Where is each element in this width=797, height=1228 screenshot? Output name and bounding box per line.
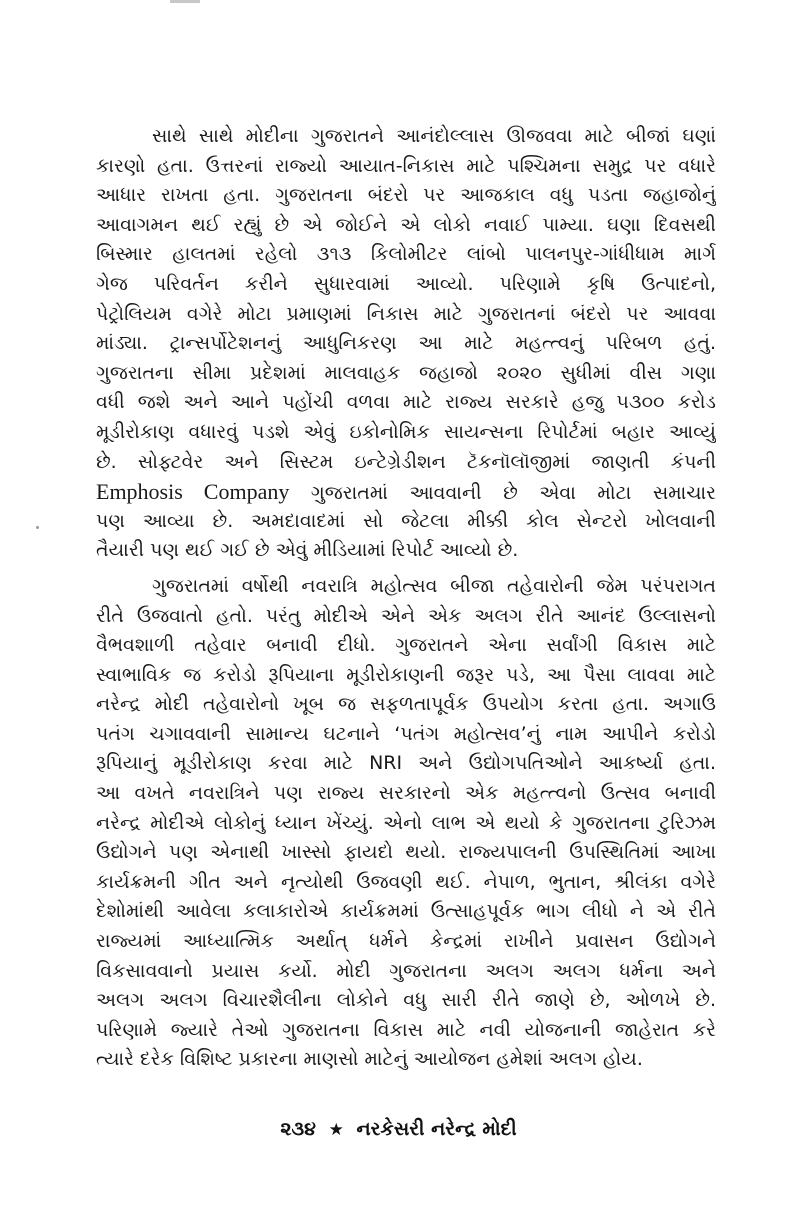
text-line: ગુજરાતના સીમા પ્રદેશમાં માલવાહક જહાજો ૨૦૨૦ સુધીમાં વીસ ગણા: [96, 361, 716, 384]
text-line: કાર્યક્રમની ગીત અને નૃત્યોથી ઉજવણી થઈ. નેપાળ, ભુતાન, શ્રીલંકા વગેરે: [96, 870, 716, 893]
text-line: તૈયારી પણ થઈ ગઈ છે એવું મીડિયામાં રિપોર્ટ આવ્યો છે.: [96, 539, 519, 562]
text-line: વિકસાવવાનો પ્રયાસ કર્યો. મોદી ગુજરાતના અલગ અલગ ધર્મના અને: [96, 959, 716, 982]
text-line: આધાર રાખતા હતા. ગુજરાતના બંદરો પર આજકાલ વધુ પડતા જહાજોનું: [96, 184, 716, 207]
text-line: પણ આવ્યા છે. અમદાવાદમાં સો જેટલા મીક્કી કોલ સેન્ટરો ખોલવાની: [96, 509, 716, 532]
text-line: કારણો હતા. ઉત્તરનાં રાજ્યો આયાત-નિકાસ માટે પશ્ચિમના સમુદ્ર પર વધારે: [96, 154, 716, 177]
text-line: નરેન્દ્ર મોદીએ લોકોનું ધ્યાન ખેંચ્યું. એનો લાભ એ થયો કે ગુજરાતના ટુરિઝમ: [96, 811, 716, 834]
page-footer: [0, 1118, 797, 1140]
page-number: ૨૩૪: [280, 1118, 316, 1140]
paragraph-1: [96, 122, 716, 566]
text-line: છે. સોફ્ટવેર અને સિસ્ટમ ઇન્ટેગ્રેડીશન ટૅકનૉલૉજીમાં જાણતી કંપની: [96, 450, 716, 473]
book-title: નરકેસરી નરેન્દ્ર મોદી: [356, 1118, 517, 1140]
text-line: રાજ્યમાં આધ્યાત્મિક અર્થાત્ ધર્મને કેન્દ્રમાં રાખીને પ્રવાસન ઉદ્યોગને: [96, 930, 716, 953]
text-line: પેટ્રોલિયમ વગેરે મોટા પ્રમાણમાં નિકાસ માટે ગુજરાતનાં બંદરો પર આવવા: [96, 302, 716, 325]
scan-artifact: [170, 0, 200, 3]
text-line: અલગ અલગ વિચારશૈલીના લોકોને વધુ સારી રીતે જાણે છે, ઓળખે છે.: [96, 989, 716, 1012]
text-line: માંડ્યા. ટ્રાન્સર્પોટેશનનું આધુનિકરણ આ માટે મહત્ત્વનું પરિબળ હતું.: [96, 332, 716, 355]
text-line: રૂપિયાનું મૂડીરોકાણ કરવા માટે NRI અને ઉદ્યોગપતિઓને આકર્ષ્યા હતા.: [96, 752, 716, 775]
text-line: સાથે સાથે મોદીના ગુજરાતને આનંદોલ્લાસ ઊજવવા માટે બીજાં ઘણાં: [152, 125, 716, 147]
text-line: પરિણામે જ્યારે તેઓ ગુજરાતના વિકાસ માટે નવી યોજનાની જાહેરાત કરે: [96, 1018, 716, 1041]
text-line: મૂડીરોકાણ વધારવું પડશે એવું ઇકોનોમિક સાયન્સના રિપોર્ટમાં બહાર આવ્યું: [96, 420, 716, 443]
text-line: ગેજ પરિવર્તન કરીને સુધારવામાં આવ્યો. પરિણામે કૃષિ ઉત્પાદનો,: [96, 272, 716, 295]
paragraph-2: [96, 572, 716, 1075]
text-line: દેશોમાંથી આવેલા કલાકારોએ કાર્યક્રમમાં ઉત્સાહપૂર્વક ભાગ લીધો ને એ રીતે: [96, 900, 716, 923]
text-line: રીતે ઉજવાતો હતો. પરંતુ મોદીએ એને એક અલગ રીતે આનંદ ઉલ્લાસનો: [96, 604, 716, 627]
text-line: ગુજરાતમાં વર્ષોથી નવરાત્રિ મહોત્સવ બીજા તહેવારોની જેમ પરંપરાગત: [152, 574, 716, 597]
text-line: ત્યારે દરેક વિશિષ્ટ પ્રકારના માણસો માટેનું આયોજન હમેશાં અલગ હોય.: [96, 1048, 643, 1071]
text-line: ઉદ્યોગને પણ એનાથી ખાસ્સો ફાયદો થયો. રાજ્યપાલની ઉપસ્થિતિમાં આખા: [96, 841, 716, 864]
text-line: વધી જશે અને આને પહોંચી વળવા માટે રાજ્ય સરકારે હજુ ૫૩૦૦ કરોડ: [96, 391, 716, 414]
company-name: Emphosis Company: [96, 479, 290, 505]
text-line: નરેન્દ્ર મોદી તહેવારોનો ખૂબ જ સફળતાપૂર્વક ઉપયોગ કરતા હતા. અગાઉ: [96, 693, 716, 716]
text-line: સ્વાભાવિક જ કરોડો રૂપિયાના મૂડીરોકાણની જરૂર પડે, આ પૈસા લાવવા માટે: [96, 663, 716, 686]
text-line: પતંગ ચગાવવાની સામાન્ય ઘટનાને ‘પતંગ મહોત્સવ’નું નામ આપીને કરોડો: [96, 722, 716, 745]
text-line: આવાગમન થઈ રહ્યું છે એ જોઈને એ લોકો નવાઈ પામ્યા. ઘણા દિવસથી: [96, 213, 716, 236]
body-text: [96, 122, 716, 1075]
text-line: બિસ્માર હાલતમાં રહેલો ૩૧૩ કિલોમીટર લાંબો પાલનપુર-ગાંધીધામ માર્ગ: [96, 243, 716, 266]
text-line: આ વખતે નવરાત્રિને પણ રાજ્ય સરકારનો એક મહત્ત્વનો ઉત્સવ બનાવી: [96, 782, 716, 805]
star-separator-icon: ★: [328, 1120, 344, 1140]
text-line: વૈભવશાળી તહેવાર બનાવી દીધો. ગુજરાતને એના સર્વાંગી વિકાસ માટે: [96, 634, 716, 657]
text-line: Emphosis Company ગુજરાતમાં આવવાની છે એવા મોટા સમાચાર: [96, 479, 716, 505]
scan-dot: [36, 526, 39, 529]
